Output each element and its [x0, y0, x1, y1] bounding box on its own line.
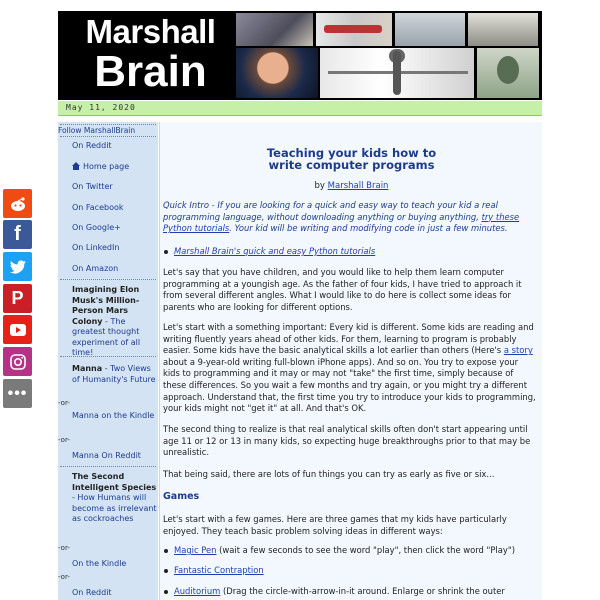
feature-desc: - The greatest thought experiment of all time!	[72, 316, 141, 357]
sidebar-divider	[60, 124, 156, 125]
banner-photo-author	[236, 48, 318, 98]
sidebar-link-reddit-2[interactable]: On Reddit	[72, 588, 112, 597]
sidebar-divider	[60, 279, 156, 280]
sidebar-link-twitter[interactable]: On Twitter	[72, 182, 113, 191]
intro-text: Quick Intro - If you are looking for a quick and easy way to teach your kid a real programming language, without downloading anything or buying anything,	[163, 200, 498, 222]
youtube-share-button[interactable]	[3, 315, 32, 344]
sidebar-feature-manna[interactable]	[72, 364, 158, 385]
feature-desc: - How Humans will become as irrelevant as cockroaches	[72, 493, 157, 523]
youtube-icon	[9, 322, 27, 338]
banner-photo-machine	[468, 13, 538, 46]
games-heading: Games	[163, 491, 200, 502]
sidebar-or: -or-	[58, 573, 70, 581]
feature-title: Imagining Elon Musk's Million-Person Mars Colony	[72, 285, 140, 326]
title-line2: write computer programs	[268, 158, 435, 172]
paragraph-5: Let's start with a few games. Here are three games that my kids have particularly enjoyed. They teach basic problem solving ideas in different ways:	[163, 514, 507, 536]
more-share-button[interactable]	[3, 379, 32, 408]
pinterest-share-button[interactable]	[3, 284, 32, 313]
logo-line2: Brain	[94, 47, 207, 96]
title-line1: Teaching your kids how to	[266, 146, 437, 160]
sidebar-divider	[60, 136, 156, 137]
sidebar-link-home[interactable]	[72, 161, 129, 171]
python-tutorials-link[interactable]: try these Python tutorials	[163, 211, 520, 234]
author-link[interactable]: Marshall Brain	[327, 181, 389, 191]
date-text: May 11, 2020	[66, 103, 136, 112]
banner-photo-train	[316, 13, 392, 46]
article-title	[160, 147, 542, 171]
instagram-share-button[interactable]	[3, 347, 32, 376]
feature-title: The Second Intelligent Species	[72, 472, 157, 492]
auditorium-link[interactable]: Auditorium	[174, 586, 221, 596]
story-link[interactable]: a story	[503, 345, 533, 356]
list-item	[174, 565, 534, 577]
home-icon	[72, 162, 80, 170]
banner-photo-factory	[395, 13, 465, 46]
paragraph-4: That being said, there are lots of fun things you can try as early as five or six...	[163, 469, 495, 479]
sidebar-link-linkedin[interactable]: On LinkedIn	[72, 243, 120, 252]
facebook-icon: f	[14, 223, 21, 245]
intro-paragraph	[163, 200, 537, 235]
sidebar-divider	[60, 466, 156, 467]
game-desc: (wait a few seconds to see the word "play", then click the word "Play")	[216, 545, 515, 555]
intro-text-end: . Your kid will be writing and modifying code in just a few minutes.	[229, 223, 508, 234]
p2-text: Let's start with a something important: Every kid is different. Some kids are reading and writing fluently years ahead of other kids. For them, learning to program is probably easier. Some kids have the basic analytical skills a lot earlier than others (Here's	[163, 322, 534, 356]
paragraph-2	[163, 322, 537, 415]
feature-title: Manna	[72, 364, 103, 373]
facebook-share-button[interactable]	[3, 220, 32, 249]
twitter-icon	[9, 260, 27, 274]
sidebar-feature-mars[interactable]	[72, 285, 158, 359]
more-icon: •••	[7, 384, 28, 402]
magic-pen-link[interactable]: Magic Pen	[174, 545, 217, 555]
p2-text-end: about a 9-year-old writing full-blown iPhone apps). And so on. You try to expose your kids to programming and it may or may not "take" the first time, simply because of these differences. So you wait a few months and try again, or you might try a different approach. Understand that, the first time you try to introduce your kids to programming, your kids might not "get it" at all. And that's OK.	[163, 356, 536, 414]
byline-label: by	[314, 181, 325, 191]
sidebar-link-googleplus[interactable]: On Google+	[72, 223, 121, 232]
sidebar-link-label: Home page	[83, 162, 130, 171]
fantastic-contraption-link[interactable]: Fantastic Contraption	[174, 565, 264, 575]
date-bar	[58, 101, 542, 116]
banner-photo-dollar	[477, 48, 539, 98]
sidebar-divider	[60, 356, 156, 357]
paragraph-3: The second thing to realize is that real analytical skills often don't start appearing until age 11 or 12 or 13 in many kids, so expecting huge breakthroughs prior to that may be unrealistic.	[163, 424, 531, 458]
reddit-share-button[interactable]	[3, 189, 32, 218]
game-desc: (Drag the circle-with-arrow-in-it around. Enlarge or shrink the outer	[220, 586, 505, 596]
logo-line1: Marshall	[85, 13, 216, 50]
sidebar-link-facebook[interactable]: On Facebook	[72, 203, 124, 212]
sidebar-link-amazon[interactable]: On Amazon	[72, 264, 119, 273]
twitter-share-button[interactable]	[3, 252, 32, 281]
sidebar-link-manna-kindle[interactable]: Manna on the Kindle	[72, 411, 155, 420]
instagram-icon	[9, 353, 27, 371]
list-item	[174, 586, 534, 598]
reddit-icon	[9, 196, 27, 212]
sidebar	[58, 122, 158, 600]
sidebar-header: Follow MarshallBrain	[58, 126, 136, 135]
list-item	[174, 246, 534, 258]
header-banner	[58, 11, 542, 100]
list-item	[174, 545, 534, 557]
python-tutorials-bullet-link[interactable]: Marshall Brain's quick and easy Python tutorials	[174, 246, 376, 256]
banner-photo-aircraft	[236, 13, 313, 46]
site-logo[interactable]	[68, 15, 233, 94]
paragraph-1: Let's say that you have children, and you would like to help them learn computer programming at a youngish age. As the father of four kids, I have tried to approach it from several different angles. What I would like to do here is collect some ideas for parents who are looking for different options.	[163, 267, 522, 312]
sidebar-link-manna-reddit[interactable]: Manna On Reddit	[72, 451, 141, 460]
sidebar-or: -or-	[58, 436, 70, 444]
pinterest-icon: P	[11, 288, 24, 308]
byline	[160, 181, 542, 191]
article-content	[159, 122, 542, 600]
feature-desc: - Two Views of Humanity's Future	[72, 364, 156, 384]
robot-body	[393, 51, 401, 95]
sidebar-link-kindle[interactable]: On the Kindle	[72, 559, 127, 568]
sidebar-feature-second-species[interactable]	[72, 472, 158, 525]
sidebar-or: -or-	[58, 544, 70, 552]
sidebar-link-reddit[interactable]: On Reddit	[72, 141, 112, 150]
sidebar-or: -or-	[58, 399, 70, 407]
